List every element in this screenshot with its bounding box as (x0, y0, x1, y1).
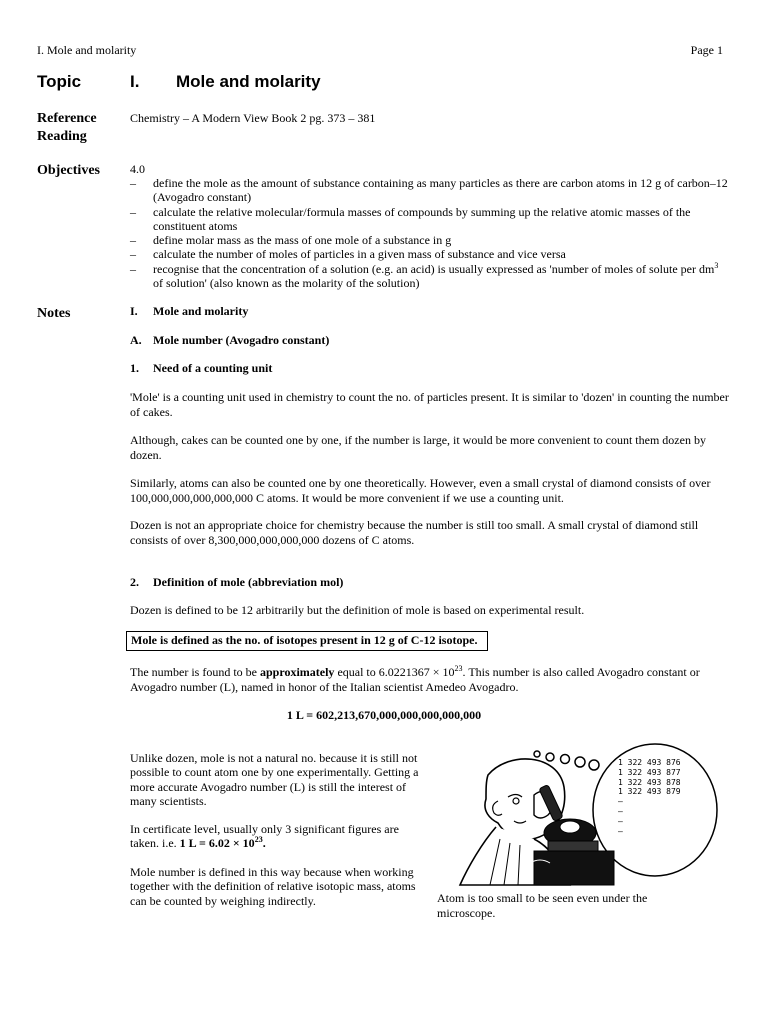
paragraph: Although, cakes can be counted one by one, if the number is large, it would be more convenient to count them dozen by dozen. (130, 433, 706, 462)
paragraph-avogadro (130, 665, 730, 694)
reference-text: Chemistry – A Modern View Book 2 pg. 373 – 381 (130, 111, 376, 125)
notes-label: Notes (37, 306, 71, 321)
heading-definition-of-mole (130, 575, 730, 590)
objective-item (130, 262, 730, 291)
emphasis: 1 L = 6.02 × 10 (179, 836, 255, 851)
objective-text: of solution' (also known as the molarity of the solution) (153, 276, 420, 291)
heading-text: Mole and molarity (153, 304, 249, 318)
heading-number: I. (130, 304, 138, 318)
bubble-line: – (618, 797, 623, 807)
text: . This number is also called Avogadro constant or Avogadro number (L), named in honor of the Italian scientist Amedeo Avogadro. (130, 665, 700, 694)
reference-label-line2: Reading (37, 129, 87, 144)
bubble-line: – (618, 806, 623, 816)
bubble-line: 1 322 493 878 (618, 777, 681, 787)
emphasis: approximately (259, 665, 335, 679)
illustration-caption: Atom is too small to be seen even under the microscope. (437, 891, 648, 920)
paragraph: 'Mole' is a counting unit used in chemistry to count the no. of particles present. It is similar to 'dozen' in counting the number of cakes. (130, 390, 729, 419)
bubble-line: 1 322 493 877 (618, 767, 681, 777)
running-header: I. Mole and molarity (37, 43, 137, 57)
superscript: 3 (714, 260, 719, 270)
objective-item: – calculate the relative molecular/formula masses of compounds by summing up the relative atomic masses of the constituent atoms (130, 205, 730, 234)
bubble-line: 1 322 493 876 (618, 758, 681, 767)
heading-counting-unit (130, 361, 730, 376)
text: In certificate level, usually only 3 significant figures are taken. i.e. (130, 822, 399, 851)
objective-text: recognise that the concentration of a solution (e.g. an acid) is usually expressed as 'number of moles of solute per dm (153, 261, 715, 276)
bubble-line: – (618, 826, 623, 836)
heading-mole-molarity (130, 304, 730, 319)
paragraph: Dozen is defined to be 12 arbitrarily but the definition of mole is based on experimental result. (130, 603, 585, 617)
paragraph: Mole number is defined in this way because when working together with the definition of relative isotopic mass, atoms can be counted by weighing indirectly. (130, 865, 416, 908)
heading-number: 2. (130, 575, 139, 589)
paragraph: Dozen is not an appropriate choice for chemistry because the number is still too small. A small crystal of diamond still consists of over 8,300,000,000,000,000 dozens of C atoms. (130, 518, 699, 547)
reference-label-line1: Reference (37, 111, 97, 126)
page-number: Page 1 (690, 43, 723, 57)
heading-text: Need of a counting unit (153, 361, 273, 375)
paragraph-certificate (130, 822, 428, 851)
avogadro-equation: 1 L = 602,213,670,000,000,000,000,000 (286, 708, 482, 722)
objectives-label: Objectives (37, 163, 100, 178)
heading-number: A. (130, 333, 142, 347)
heading-text: Mole number (Avogadro constant) (153, 333, 330, 347)
topic-number: I. (130, 72, 140, 91)
text: equal to 6.0221367 × 10 (334, 665, 455, 679)
superscript: 23 (254, 835, 263, 845)
paragraph: Similarly, atoms can also be counted one by one theoretically. However, even a small crystal of diamond consists of over 100,000,000,000,000,000 C atoms. It would be more convenient if we use a counting unit. (130, 476, 711, 505)
objective-item: – define the mole as the amount of substance containing as many particles as there are carbon atoms in 12 g of carbon–12 (Avogadro constant) (130, 176, 730, 205)
heading-text: Definition of mole (abbreviation mol) (153, 575, 344, 589)
text: The number is found to be (130, 665, 260, 679)
superscript: 23 (454, 664, 463, 673)
bubble-line: – (618, 816, 623, 826)
definition-box: Mole is defined as the no. of isotopes present in 12 g of C-12 isotope. (126, 631, 488, 651)
objective-item: – calculate the number of moles of particles in a given mass of substance and vice versa (130, 247, 730, 261)
scientist-microscope-illustration (430, 735, 730, 890)
emphasis: . (262, 836, 266, 851)
bubble-counting-numbers (618, 758, 681, 836)
paragraph: Unlike dozen, mole is not a natural no. because it is still not possible to count atom one by one experimentally. Getting a more accurate Avogadro number (L) is still the interest of many scientists. (130, 751, 419, 808)
objective-item: – define molar mass as the mass of one mole of a substance in g (130, 233, 730, 247)
reference-label (37, 110, 97, 146)
topic-label: Topic (37, 72, 82, 91)
objectives-number: 4.0 (130, 162, 145, 176)
topic-title: Mole and molarity (176, 72, 321, 91)
objectives-list (130, 176, 730, 290)
bubble-line: 1 322 493 879 (618, 787, 681, 797)
heading-number: 1. (130, 361, 139, 375)
heading-mole-number (130, 333, 730, 348)
